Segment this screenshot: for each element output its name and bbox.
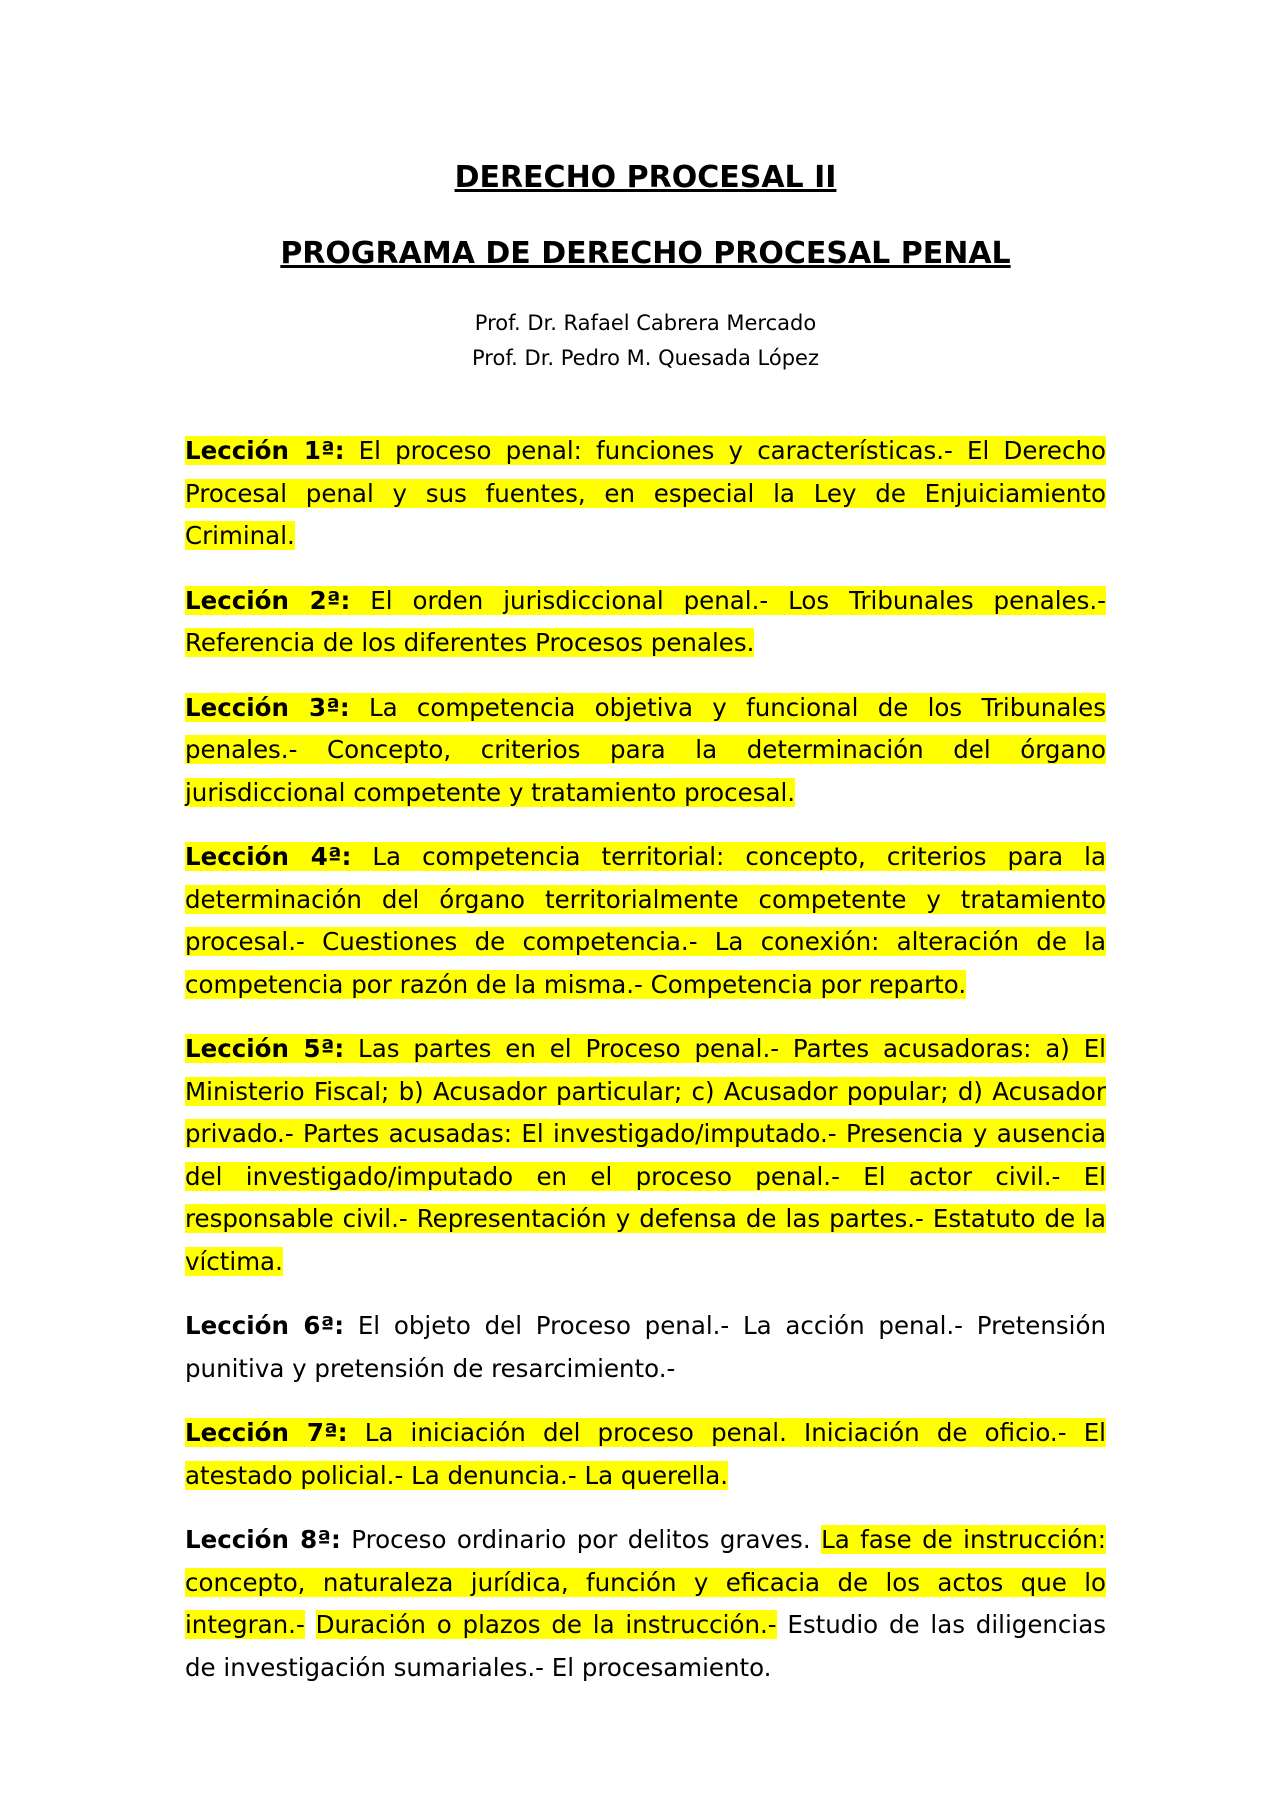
lessons-list <box>185 430 1106 1689</box>
document-title: DERECHO PROCESAL II <box>454 160 837 195</box>
lesson-text: La competencia territorial: concepto, criterios para la determinación del órgano territorialmente competente y tratamiento procesal.- Cuestiones de competencia.- La conexión: alteración de la competencia por razón de la misma.- Competencia por reparto. <box>185 842 1106 999</box>
lesson-text <box>305 1610 316 1639</box>
lesson-text: El objeto del Proceso penal.- La acción penal.- Pretensión punitiva y pretensión de resarcimiento.- <box>185 1311 1106 1383</box>
lesson-label: Lección 6ª: <box>185 1311 345 1340</box>
lesson-label: Lección 5ª: <box>185 1034 345 1063</box>
lesson-text: Proceso ordinario por delitos graves. <box>340 1525 822 1554</box>
lesson-text: Duración o plazos de la instrucción.- <box>315 1610 777 1639</box>
lesson-label: Lección 7ª: <box>185 1418 348 1447</box>
lesson-text: La iniciación del proceso penal. Iniciación de oficio.- El atestado policial.- La denuncia.- La querella. <box>185 1418 1106 1490</box>
lesson-8 <box>185 1519 1106 1689</box>
lesson-text: Las partes en el Proceso penal.- Partes acusadoras: a) El Ministerio Fiscal; b) Acusador particular; c) Acusador popular; d) Acusador privado.- Partes acusadas: El investigado/imputado.- Presencia y ausencia del investigado/imputado en el proceso penal.- El actor civil.- El responsable civil.- Representación y defensa de las partes.- Estatuto de la víctima. <box>185 1034 1106 1276</box>
professor-name: Prof. Dr. Pedro M. Quesada López <box>472 346 819 370</box>
lesson-text: Estudio de las diligencias de investigación sumariales.- El procesamiento. <box>185 1610 1106 1682</box>
lesson-2 <box>185 580 1106 665</box>
lesson-6 <box>185 1305 1106 1390</box>
professors-block <box>185 306 1106 376</box>
lesson-3 <box>185 687 1106 815</box>
lesson-1 <box>185 430 1106 558</box>
lesson-text: La fase de instrucción: concepto, naturaleza jurídica, función y eficacia de los actos que lo integran.- <box>185 1525 1107 1639</box>
lesson-text: La competencia objetiva y funcional de los Tribunales penales.- Concepto, criterios para la determinación del órgano jurisdiccional competente y tratamiento procesal. <box>185 692 1106 807</box>
lesson-label: Lección 2ª: <box>185 585 351 615</box>
lesson-label: Lección 8ª: <box>185 1525 341 1554</box>
lesson-4 <box>185 836 1106 1006</box>
lesson-5 <box>185 1028 1106 1283</box>
lesson-label: Lección 3ª: <box>185 692 350 722</box>
lesson-text: El orden jurisdiccional penal.- Los Tribunales penales.- Referencia de los diferentes Procesos penales. <box>185 585 1106 657</box>
lesson-label: Lección 4ª: <box>185 842 352 871</box>
professor-name: Prof. Dr. Rafael Cabrera Mercado <box>474 311 817 335</box>
lesson-7 <box>185 1412 1106 1497</box>
document-page <box>185 150 1106 1711</box>
lesson-label: Lección 1ª: <box>185 436 345 465</box>
document-subtitle: PROGRAMA DE DERECHO PROCESAL PENAL <box>280 236 1011 271</box>
lesson-text: El proceso penal: funciones y características.- El Derecho Procesal penal y sus fuentes, en especial la Ley de Enjuiciamiento Criminal. <box>185 436 1106 550</box>
